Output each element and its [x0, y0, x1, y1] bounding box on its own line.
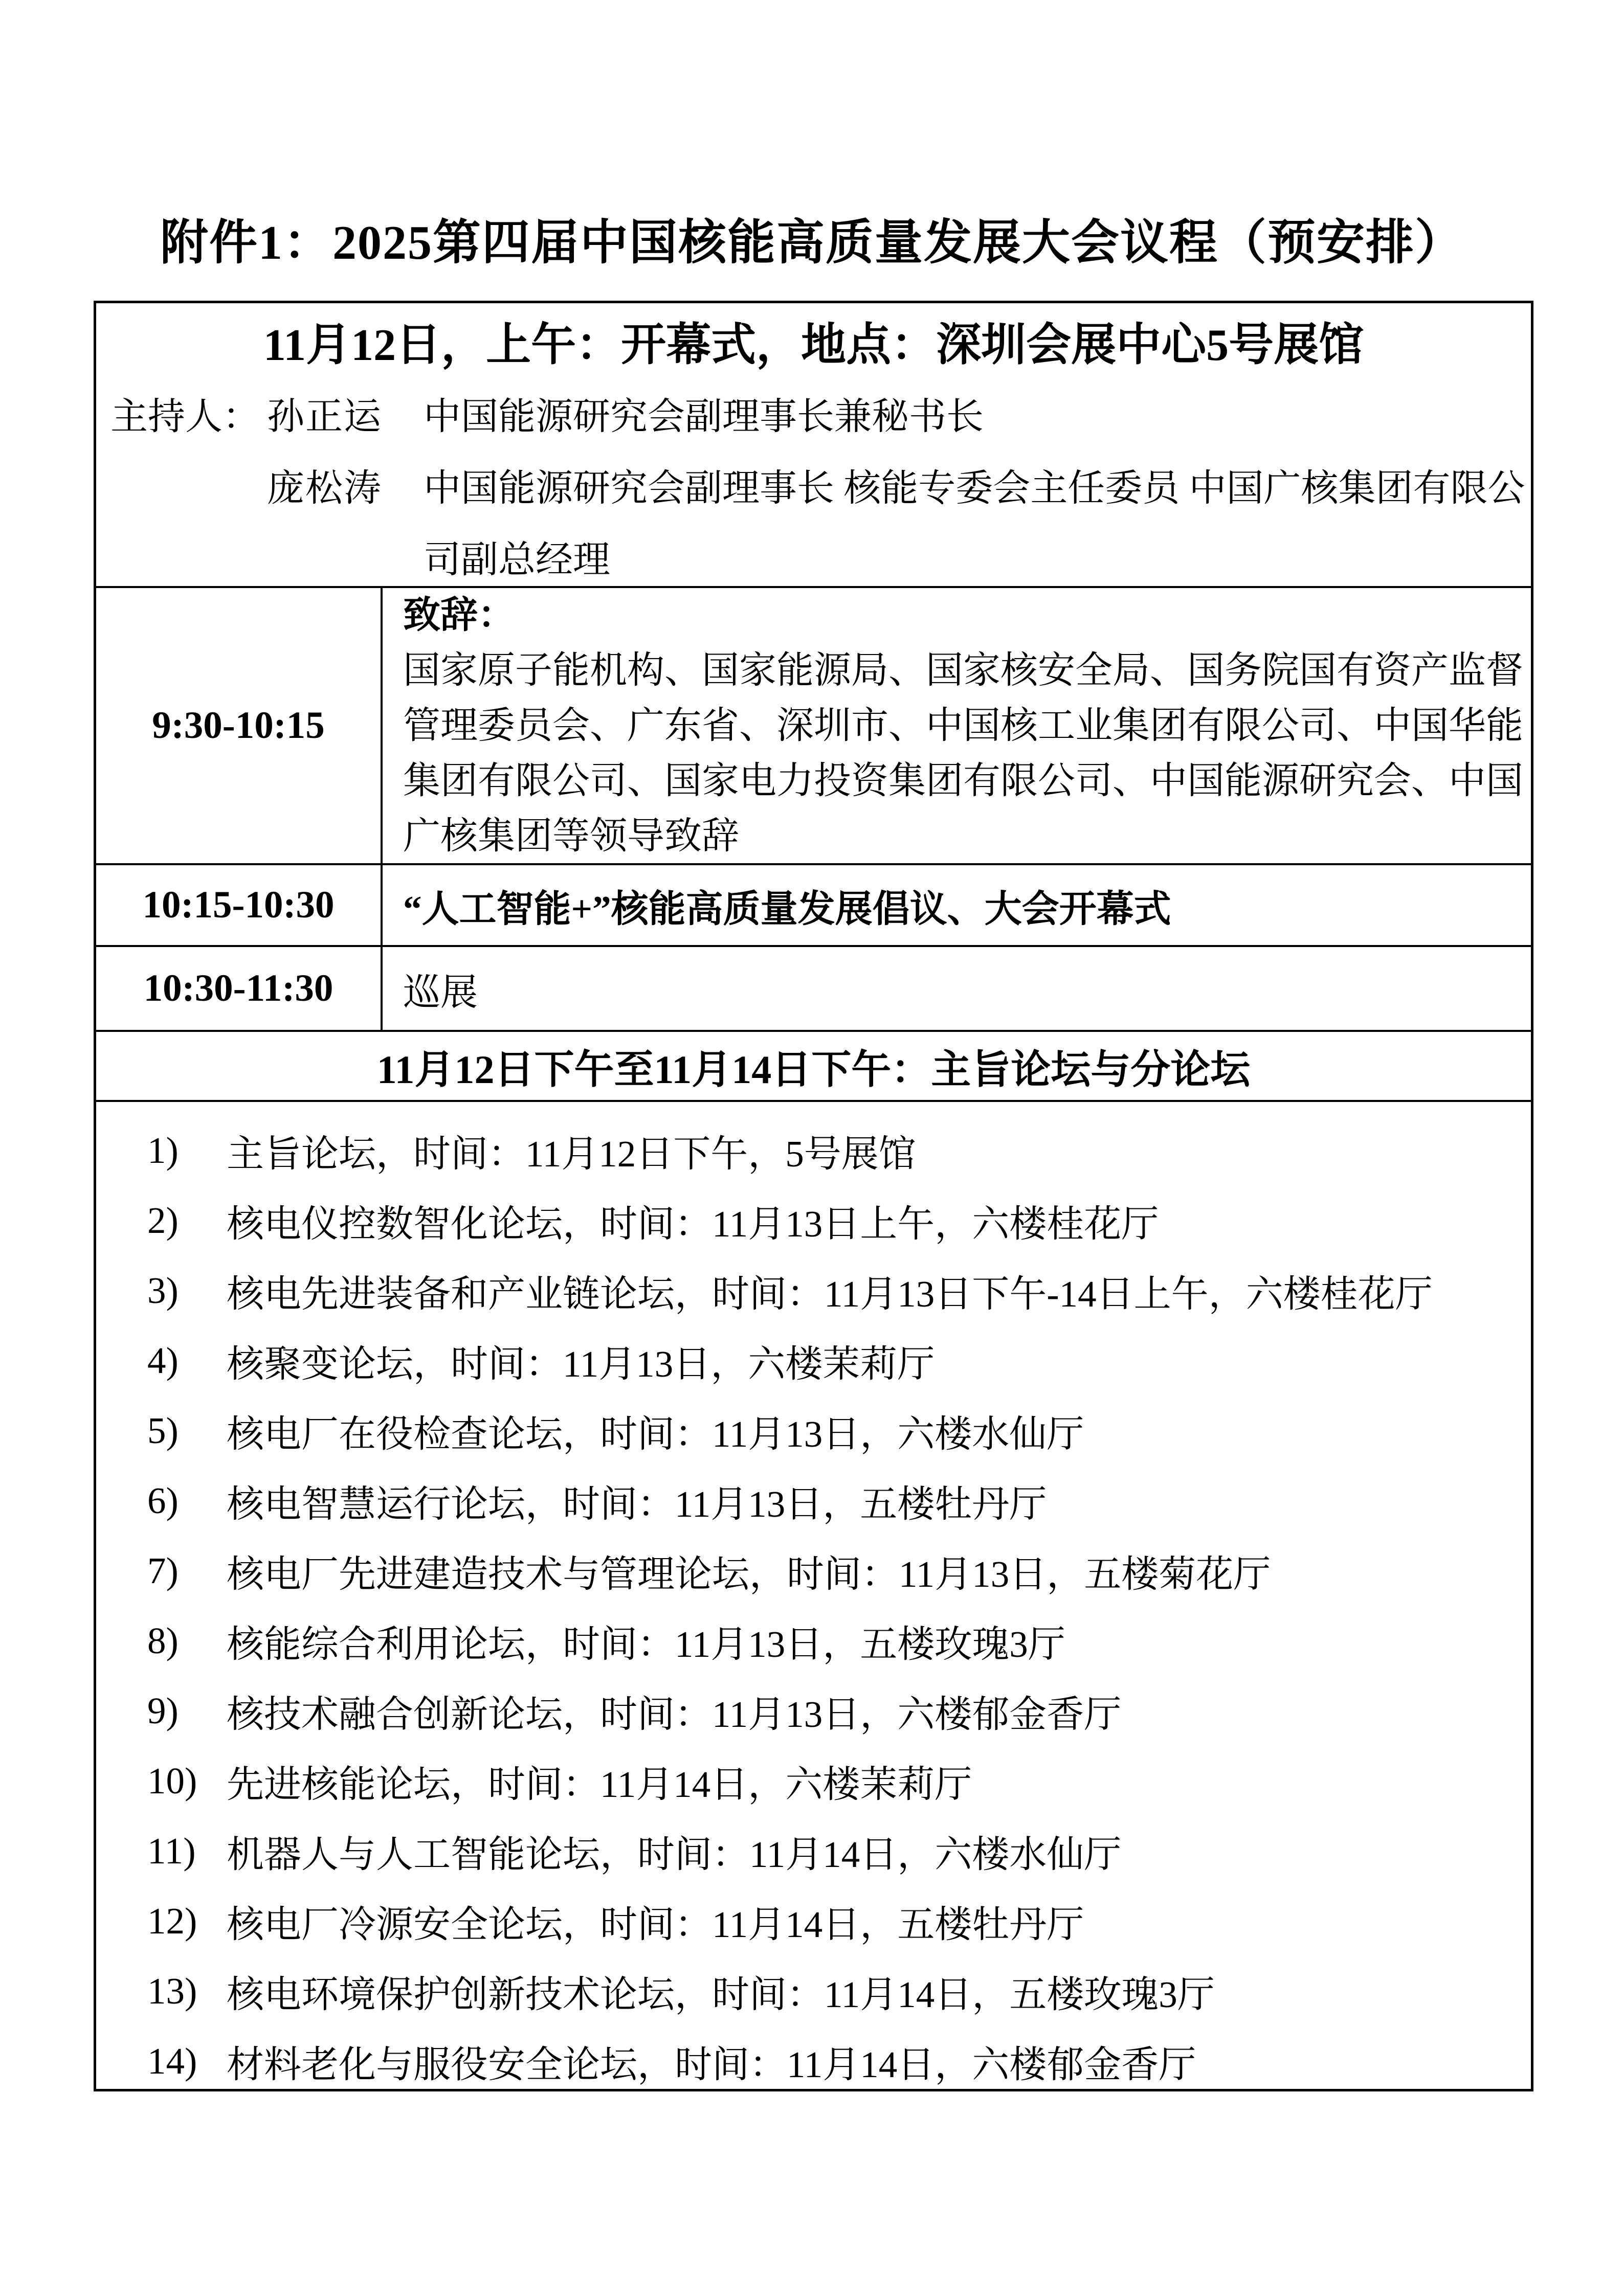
forum-item-number: 4): [147, 1339, 179, 1381]
host-name: 庞松涛: [267, 467, 382, 509]
host-row: [110, 453, 1531, 596]
host-row: [110, 381, 1531, 453]
forum-item-number: 7): [147, 1549, 179, 1591]
forum-item-text: 核电厂先进建造技术与管理论坛，时间：11月13日，五楼菊花厅: [227, 1554, 1271, 1595]
time-cell: 10:15-10:30: [96, 865, 383, 945]
forum-item-number: 3): [147, 1269, 179, 1311]
forum-item-number: 11): [147, 1830, 196, 1872]
forum-item-text: 核电厂在役检查论坛，时间：11月13日，六楼水仙厅: [227, 1413, 1084, 1455]
forum-list-item: [147, 1325, 1516, 1395]
forum-list-item: [147, 1395, 1516, 1466]
forum-list-item: [147, 1676, 1516, 1746]
forum-item-text: 主旨论坛，时间：11月12日下午，5号展馆: [227, 1133, 916, 1175]
forum-list-item: [147, 1185, 1516, 1255]
forum-list-item: [147, 1746, 1516, 1816]
schedule-row-initiative: [96, 865, 1531, 947]
forum-list-item: [147, 1816, 1516, 1886]
forum-item-number: 9): [147, 1690, 179, 1731]
forum-list-item: [147, 1886, 1516, 1956]
host-title: 中国能源研究会副理事长 核能专委会主任委员 中国广核集团有限公司副总经理: [424, 467, 1525, 580]
forum-item-number: 14): [147, 2040, 197, 2082]
forum-item-text: 先进核能论坛，时间：11月14日，六楼茉莉厅: [227, 1764, 972, 1805]
host-name: 孙正运: [267, 396, 382, 437]
forum-item-text: 核电先进装备和产业链论坛，时间：11月13日下午-14日上午，六楼桂花厅: [227, 1273, 1433, 1315]
forum-item-text: 核电厂冷源安全论坛，时间：11月14日，五楼牡丹厅: [227, 1904, 1084, 1945]
time-cell: 9:30-10:15: [96, 588, 383, 863]
forum-item-number: 12): [147, 1900, 197, 1942]
forum-item-text: 核能综合利用论坛，时间：11月13日，五楼玫瑰3厅: [227, 1624, 1065, 1665]
forum-list-item: [147, 2026, 1516, 2096]
forum-item-text: 材料老化与服役安全论坛，时间：11月14日，六楼郁金香厅: [227, 2044, 1196, 2085]
forum-item-text: 核电仪控数智化论坛，时间：11月13日上午，六楼桂花厅: [227, 1203, 1159, 1245]
forum-item-text: 机器人与人工智能论坛，时间：11月14日，六楼水仙厅: [227, 1834, 1122, 1875]
forum-item-text: 核聚变论坛，时间：11月13日，六楼茉莉厅: [227, 1343, 935, 1385]
forum-item-text: 核技术融合创新论坛，时间：11月13日，六楼郁金香厅: [227, 1694, 1122, 1735]
hosts-block: [96, 381, 1531, 596]
forum-item-number: 5): [147, 1409, 179, 1451]
schedule-row-tour: [96, 947, 1531, 1032]
forum-item-number: 8): [147, 1619, 179, 1661]
forum-item-number: 10): [147, 1760, 197, 1802]
forum-list-item: [147, 1956, 1516, 2026]
forum-list-item: [147, 1466, 1516, 1536]
forum-item-number: 6): [147, 1479, 179, 1521]
hosts-label: 主持人：: [110, 396, 260, 437]
schedule-row-speeches: [96, 588, 1531, 865]
time-cell: 10:30-11:30: [96, 947, 383, 1030]
page-title: 附件1：2025第四届中国核能高质量发展大会议程（预安排）: [160, 216, 1464, 269]
schedule-content: [383, 947, 1531, 1030]
forum-item-text: 核电智慧运行论坛，时间：11月13日，五楼牡丹厅: [227, 1483, 1047, 1525]
forum-list: [96, 1102, 1531, 2096]
schedule-content: [383, 865, 1531, 945]
forum-item-number: 1): [147, 1129, 179, 1171]
forum-list-item: [147, 1255, 1516, 1325]
forum-list-item: [147, 1536, 1516, 1606]
forum-item-number: 2): [147, 1199, 179, 1241]
initiative-text: “人工智能+”核能高质量发展倡议、大会开幕式: [403, 888, 1171, 930]
tour-text: 巡展: [403, 971, 478, 1013]
forum-list-item: [147, 1606, 1516, 1676]
opening-session-cell: [96, 303, 1531, 588]
speeches-label: 致辞：: [403, 594, 515, 636]
forum-item-number: 13): [147, 1970, 197, 2012]
agenda-table: [94, 301, 1533, 2091]
forum-list-item: [147, 1115, 1516, 1185]
speeches-text: 国家原子能机构、国家能源局、国家核安全局、国务院国有资产监督管理委员会、广东省、深圳市、中国核工业集团有限公司、中国华能集团有限公司、国家电力投资集团有限公司、中国能源研究会、中国广核集团等领导致辞: [403, 649, 1523, 857]
forum-item-text: 核电环境保护创新技术论坛，时间：11月14日，五楼玫瑰3厅: [227, 1974, 1215, 2015]
schedule-content: [383, 588, 1531, 863]
forum-section-header: 11月12日下午至11月14日下午：主旨论坛与分论坛: [96, 1032, 1531, 1102]
host-title: 中国能源研究会副理事长兼秘书长: [424, 396, 984, 437]
opening-session-header: 11月12日，上午：开幕式，地点：深圳会展中心5号展馆: [263, 321, 1364, 370]
